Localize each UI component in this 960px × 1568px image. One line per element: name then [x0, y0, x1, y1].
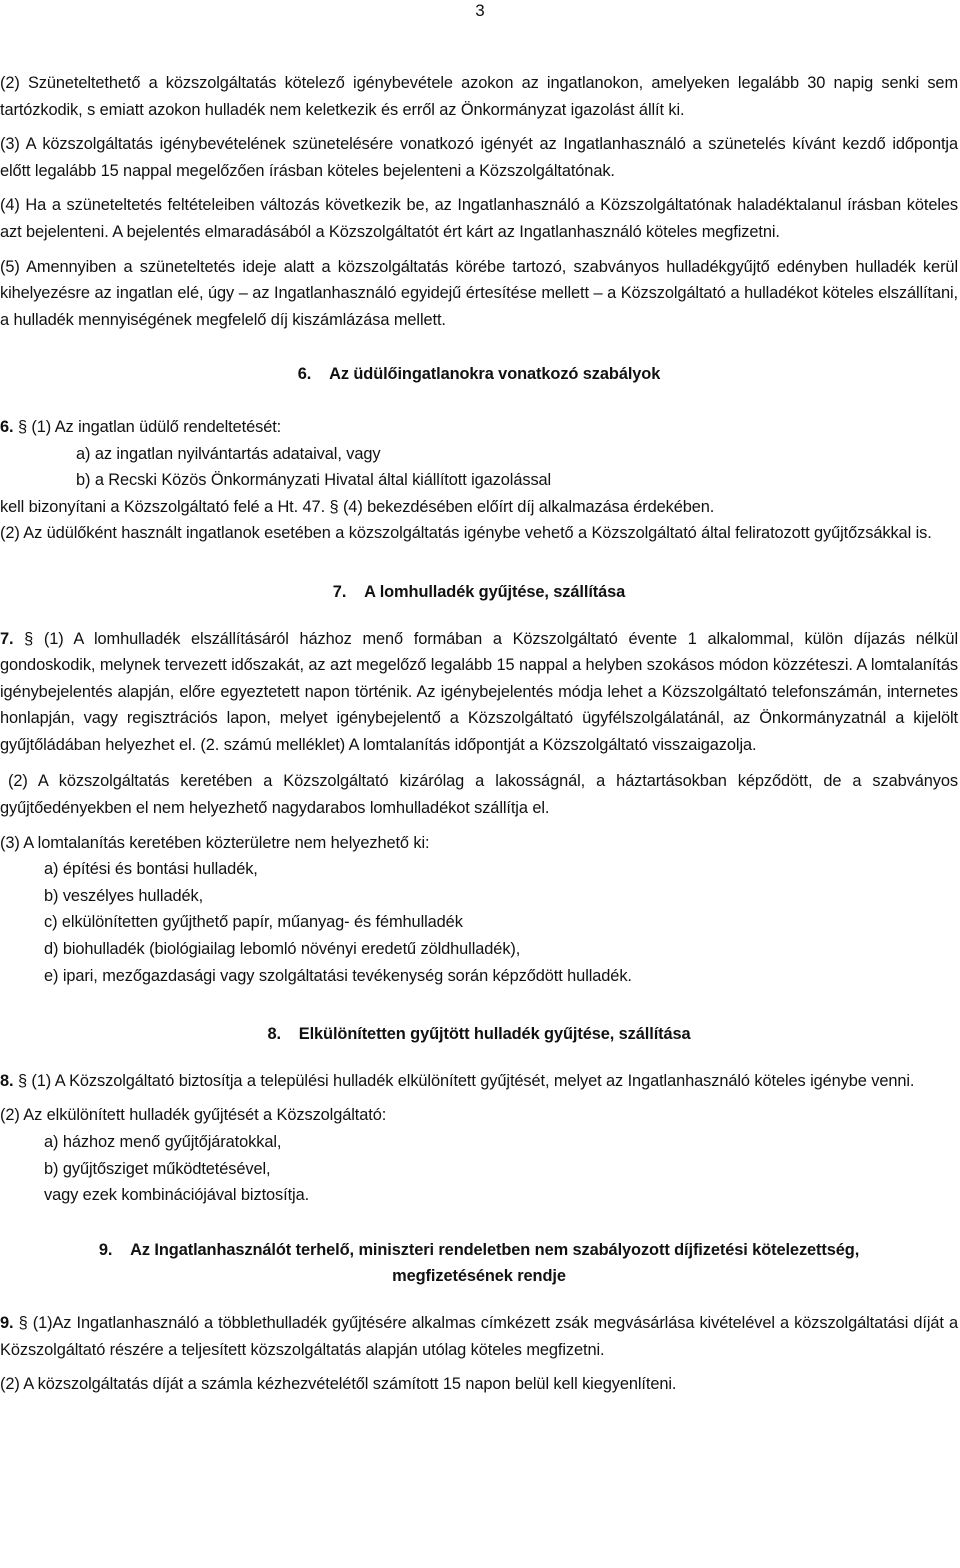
section-7-item-d: d) biohulladék (biológiailag lebomló növényi eredetű zöldhulladék), — [44, 940, 521, 959]
section-6-heading — [0, 361, 958, 388]
section-8-paragraph-1-text: § (1) A Közszolgáltató biztosítja a települési hulladék elkülönített gyűjtését, melyet az Ingatlanhasználó köteles igénybe venni. — [17, 1071, 915, 1090]
section-6-paragraph-1-intro: § (1) Az ingatlan üdülő rendeltetését: — [17, 417, 282, 436]
section-8-item-a: a) házhoz menő gyűjtőjáratokkal, — [44, 1133, 282, 1151]
page-number: 3 — [475, 1, 485, 20]
section-9-heading-line-2: megfizetésének rendje — [392, 1267, 566, 1286]
section-7-heading-title: A lomhulladék gyűjtése, szállítása — [364, 582, 626, 601]
section-8-heading-number: 8. — [267, 1025, 281, 1044]
section-6-item-a: a) az ingatlan nyilvántartás adataival, vagy — [76, 444, 381, 463]
section-9-heading-number: 9. — [98, 1240, 113, 1259]
section-5-paragraph-5: (5) Amennyiben a szüneteltetés ideje alatt a közszolgáltatás körébe tartozó, szabványos hulladékgyűjtő edényben hulladék kerül kihelyezésre az ingatlan elé, úgy – az Ingatlanhasználó egyidejű értesítése mellett – a Közszolgáltató a hulladékot köteles elszállítani, a hulladék mennyiségének megfelelő díj kiszámlázása mellett. — [0, 257, 958, 329]
section-8-number: 8. — [0, 1071, 14, 1090]
section-7-paragraph-1-text: § (1) A lomhulladék elszállításáról házhoz menő formában a Közszolgáltató évente 1 alkalommal, külön díjazás nélkül gondoskodik, melynek tervezett időszakát, az azt megelőző legalább 15 nappal a helyben szokásos módon közzéteszi. A lomtalanítás igénybejelentés alapján, előre egyeztetett napon történik. Az igénybejelentés módja lehet a Közszolgáltató telefonszámán, internetes honlapján, vagy regisztrációs lapon, melyet igénybejelentő a Közszolgáltató ügyfélszolgálatánál, az Önkormányzatnál a kijelölt gyűjtőládában helyezhet el. (2. számú melléklet) A lomtalanítás időpontját a Közszolgáltató visszaigazolja. — [0, 629, 958, 754]
section-7-paragraph-1 — [0, 626, 958, 759]
section-9-number: 9. — [0, 1313, 14, 1332]
section-7-item-b: b) veszélyes hulladék, — [44, 886, 204, 905]
section-8-item-b: b) gyűjtősziget működtetésével, — [44, 1159, 271, 1178]
section-5-paragraph-2: (2) Szüneteltethető a közszolgáltatás kötelező igénybevétele azokon az ingatlanokon, amelyeken legalább 30 napig senki sem tartózkodik, s emiatt azokon hulladék nem keletkezik és erről az Önkormányzat igazolást állít ki. — [0, 74, 958, 119]
section-9-paragraph-2: (2) A közszolgáltatás díját a számla kézhezvételétől számított 15 napon belül kell kiegyenlíteni. — [0, 1375, 677, 1394]
section-7-item-c: c) elkülönítetten gyűjthető papír, műanyag- és fémhulladék — [44, 913, 463, 932]
section-8-paragraph-2-intro: (2) Az elkülönített hulladék gyűjtését a Közszolgáltató: — [0, 1106, 387, 1125]
section-6-heading-title: Az üdülőingatlanokra vonatkozó szabályok — [329, 365, 661, 384]
section-8-heading-title: Elkülönítetten gyűjtött hulladék gyűjtése, szállítása — [298, 1025, 691, 1044]
document-body — [0, 70, 958, 1398]
section-5-paragraph-4: (4) Ha a szüneteltetés feltételeiben változás következik be, az Ingatlanhasználó a Közszolgáltatónak haladéktalanul írásban köteles azt bejelenteni. A bejelentés elmaradásából a Közszolgáltatót ért kárt az Ingatlanhasználó köteles megfizetni. — [0, 196, 958, 241]
section-9-heading — [0, 1237, 958, 1290]
section-7-item-e: e) ipari, mezőgazdasági vagy szolgáltatási tevékenység során képződött hulladék. — [44, 966, 632, 985]
section-6-paragraph-1 — [0, 414, 958, 441]
section-9-heading-line-1 — [0, 1237, 958, 1264]
section-9-paragraph-1 — [0, 1310, 958, 1363]
section-7-paragraph-3-intro: (3) A lomtalanítás keretében közterületre nem helyezhető ki: — [0, 833, 430, 852]
section-7-paragraph-2: (2) A közszolgáltatás keretében a Közszolgáltató kizárólag a lakosságnál, a háztartásokban képződött, de a szabványos gyűjtőedényekben el nem helyezhető nagydarabos lomhulladékot szállítja el. — [0, 772, 958, 818]
section-9-paragraph-1-text: § (1)Az Ingatlanhasználó a többlethulladék gyűjtésére alkalmas címkézett zsák megvásárlása kivételével a közszolgáltatási díját a Közszolgáltató részére a teljesített közszolgáltatás alapján utólag köteles megfizetni. — [0, 1313, 958, 1359]
section-6-heading-number: 6. — [297, 365, 312, 384]
section-8-item-c: vagy ezek kombinációjával biztosítja. — [44, 1186, 310, 1205]
section-7-number: 7. — [0, 629, 14, 648]
section-9-heading-title: Az Ingatlanhasználót terhelő, miniszteri rendeletben nem szabályozott díjfizetési kötelezettség, — [130, 1240, 860, 1259]
section-6-number: 6. — [0, 417, 14, 436]
section-7-heading-number: 7. — [332, 582, 347, 601]
section-6-paragraph-1-end: kell bizonyítani a Közszolgáltató felé a Ht. 47. § (4) bekezdésében előírt díj alkalmazása érdekében. — [0, 497, 715, 516]
section-8-paragraph-1 — [0, 1068, 958, 1095]
section-7-item-a: a) építési és bontási hulladék, — [44, 860, 258, 879]
section-6-paragraph-2: (2) Az üdülőként használt ingatlanok esetében a közszolgáltatás igénybe vehető a Közszolgáltató által feliratozott gyűjtőzsákkal is. — [0, 524, 932, 543]
section-8-heading — [0, 1021, 958, 1048]
section-7-heading — [0, 579, 958, 606]
section-6-item-b: b) a Recski Közös Önkormányzati Hivatal által kiállított igazolással — [76, 471, 552, 490]
section-5-paragraph-3: (3) A közszolgáltatás igénybevételének szünetelésére vonatkozó igényét az Ingatlanhasználó a szünetelés kívánt kezdő időpontja előtt legalább 15 nappal megelőzően írásban köteles bejelenteni a Közszolgáltatónak. — [0, 135, 958, 180]
